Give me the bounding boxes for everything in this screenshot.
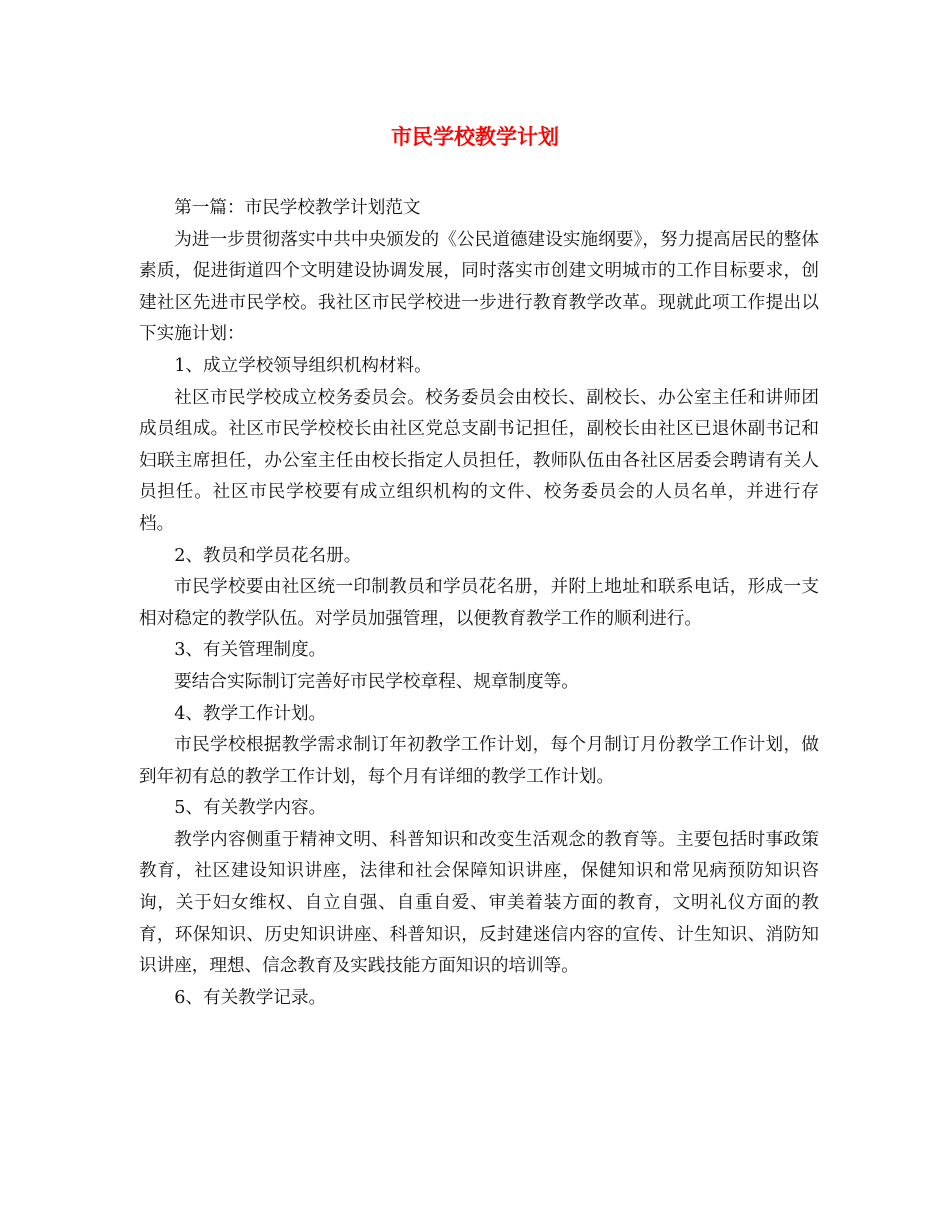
paragraph-item-2-body: 市民学校要由社区统一印制教员和学员花名册，并附上地址和联系电话，形成一支相对稳定的教学队伍。对学员加强管理，以便教育教学工作的顺利进行。 [139, 577, 819, 629]
paragraph-item-5-heading: 5、有关教学内容。 [174, 798, 327, 819]
paragraph-item-2-heading: 2、教员和学员花名册。 [174, 545, 362, 566]
paragraph-item-4-heading: 4、教学工作计划。 [174, 703, 327, 724]
paragraph-item-4-body: 市民学校根据教学需求制订年初教学工作计划，每个月制订月份教学工作计划，做到年初有总的教学工作计划，每个月有详细的教学工作计划。 [139, 735, 819, 787]
paragraph-item-1-heading: 1、成立学校领导组织机构材料。 [174, 355, 432, 376]
paragraph-intro: 为进一步贯彻落实中共中央颁发的《公民道德建设实施纲要》，努力提高居民的整体素质，促进街道四个文明建设协调发展，同时落实市创建文明城市的工作目标要求，创建社区先进市民学校。我社区市民学校进一步进行教育教学改革。现就此项工作提出以下实施计划： [139, 229, 819, 345]
paragraph-section-heading: 第一篇：市民学校教学计划范文 [174, 198, 421, 218]
paragraph-item-3-body: 要结合实际制订完善好市民学校章程、规章制度等。 [174, 671, 579, 692]
document-title: 市民学校教学计划 [391, 124, 559, 149]
paragraph-item-6-heading: 6、有关教学记录。 [174, 987, 327, 1008]
paragraph-item-1-body: 社区市民学校成立校务委员会。校务委员会由校长、副校长、办公室主任和讲师团成员组成。社区市民学校校长由社区党总支副书记担任，副校长由社区已退休副书记和妇联主席担任，办公室主任由校长指定人员担任，教师队伍由各社区居委会聘请有关人员担任。社区市民学校要有成立组织机构的文件、校务委员会的人员名单，并进行存档。 [139, 387, 819, 534]
paragraph-item-3-heading: 3、有关管理制度。 [174, 640, 327, 661]
document-body [139, 193, 819, 1014]
paragraph-item-5-body: 教学内容侧重于精神文明、科普知识和改变生活观念的教育等。主要包括时事政策教育，社区建设知识讲座，法律和社会保障知识讲座，保健知识和常见病预防知识咨询，关于妇女维权、自立自强、自重自爱、审美着装方面的教育，文明礼仪方面的教育，环保知识、历史知识讲座、科普知识，反封建迷信内容的宣传、计生知识、消防知识讲座，理想、信念教育及实践技能方面知识的培训等。 [139, 829, 819, 977]
